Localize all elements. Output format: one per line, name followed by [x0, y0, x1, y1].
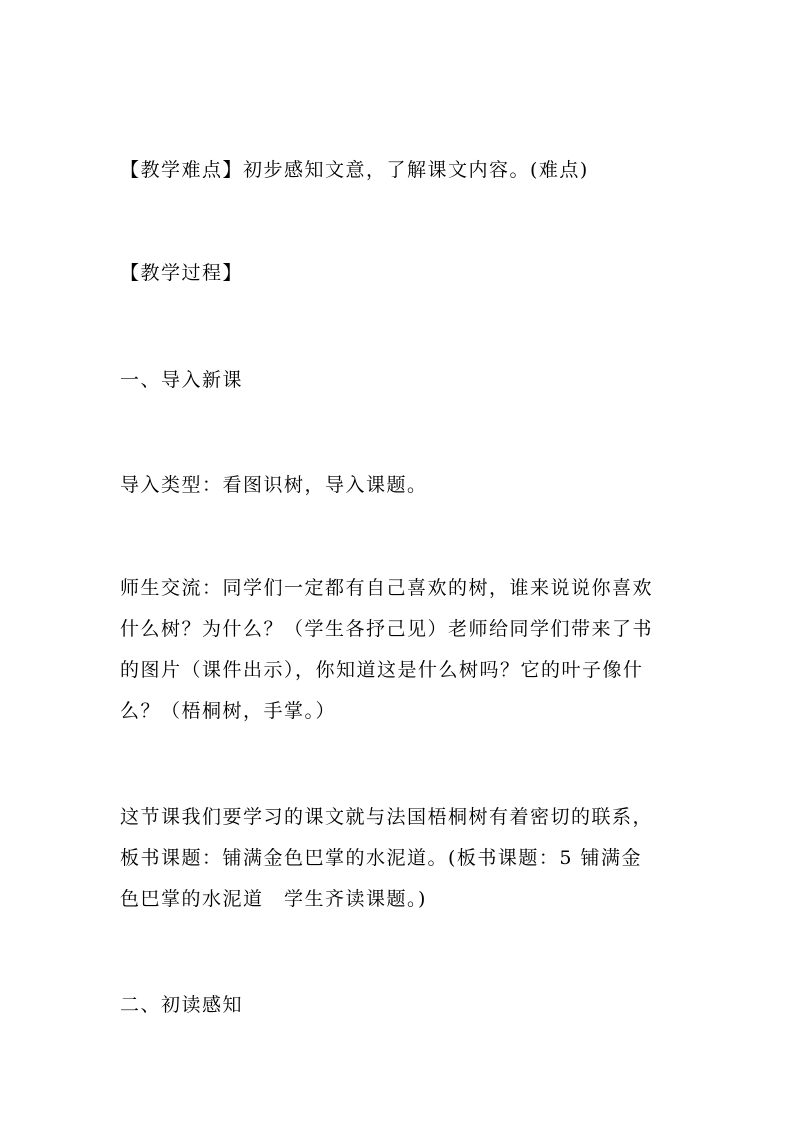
lesson-paragraph-line-3: 色巴掌的水泥道 学生齐读课题。) [120, 888, 427, 910]
lesson-paragraph-line-2: 板书课题：铺满金色巴掌的水泥道。(板书课题：5 铺满金 [120, 847, 643, 869]
teaching-difficulty-line: 【教学难点】初步感知文意，了解课文内容。(难点) [120, 159, 589, 181]
teaching-process-heading: 【教学过程】 [120, 262, 244, 284]
exchange-paragraph-line-4: 么？（梧桐树，手掌。） [120, 700, 337, 722]
section-one-heading: 一、导入新课 [120, 369, 244, 391]
intro-type-line: 导入类型：看图识树，导入课题。 [120, 474, 428, 496]
exchange-paragraph-line-1: 师生交流：同学们一定都有自己喜欢的树，谁来说说你喜欢 [120, 577, 654, 599]
section-two-heading: 二、初读感知 [120, 994, 244, 1016]
exchange-paragraph-line-2: 什么树？为什么？（学生各抒己见）老师给同学们带来了书 [120, 618, 654, 640]
exchange-paragraph-line-3: 的图片（课件出示），你知道这是什么树吗？它的叶子像什 [120, 659, 644, 681]
lesson-paragraph-line-1: 这节课我们要学习的课文就与法国梧桐树有着密切的联系， [120, 806, 654, 828]
